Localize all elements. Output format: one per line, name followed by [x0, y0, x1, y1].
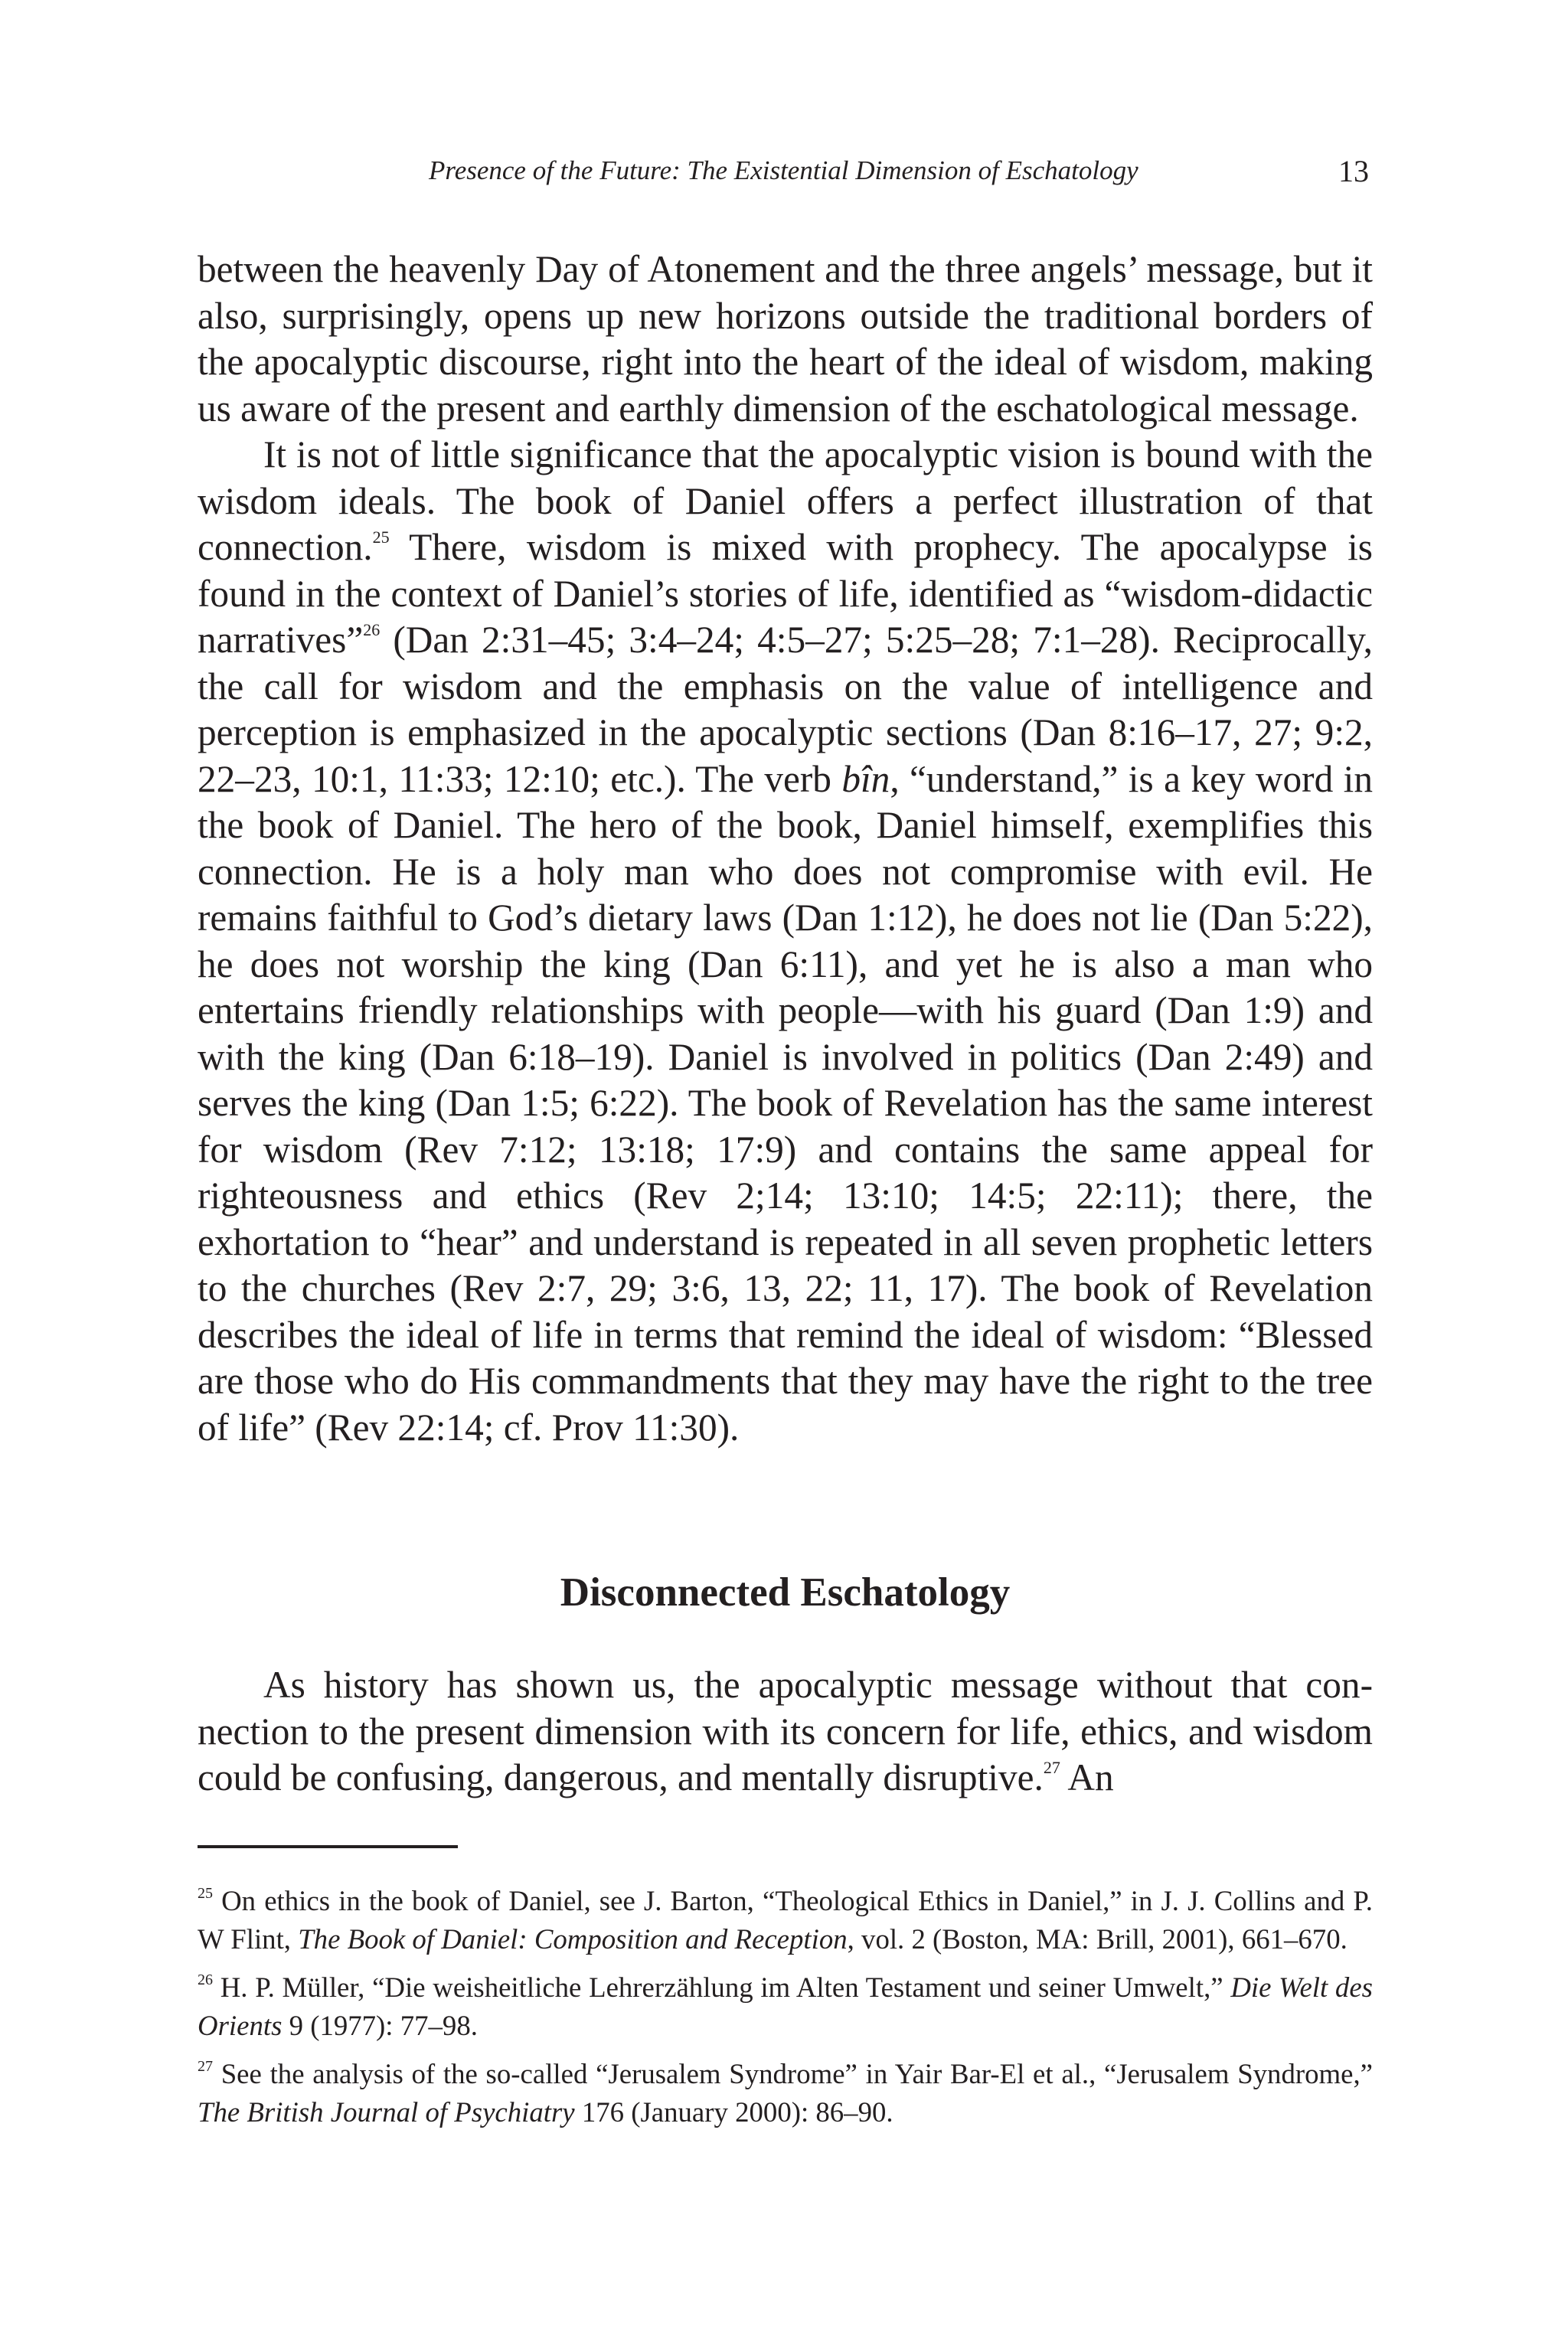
page-number: 13 — [1338, 154, 1369, 188]
section-text — [198, 1662, 1373, 1802]
footnote-25 — [198, 1882, 1373, 1958]
footnote-text: On ethics in the book of Daniel, see J. Barton, “Theological Ethics in Daniel,” in J. J. Collins and P. W Flint, — [198, 1885, 1373, 1955]
running-head-title: Presence of the Future: The Existential Dimension of Eschatology — [429, 155, 1138, 185]
paragraph-wisdom — [198, 432, 1373, 1451]
section-heading: Disconnected Eschatology — [560, 1570, 1011, 1615]
footnote-ref-26[interactable]: 26 — [363, 620, 381, 639]
footnote-text: 9 (1977): 77–98. — [282, 2009, 478, 2041]
footnote-number: 27 — [198, 2058, 213, 2075]
paragraph-disconnected — [198, 1662, 1373, 1802]
footnote-number: 25 — [198, 1885, 213, 1902]
footnote-text: , vol. 2 (Boston, MA: Brill, 2001), 661–670. — [847, 1922, 1348, 1955]
footnote-text: H. P. Müller, “Die weisheitliche Lehrerzählung im Alten Testament und seiner Umwelt,” — [213, 1971, 1231, 2003]
footnote-book-title: The Book of Daniel: Composition and Reception — [298, 1922, 848, 1955]
footnote-26 — [198, 1968, 1373, 2044]
footnotes — [198, 1882, 1373, 2141]
paragraph-segment: There, wisdom is mixed with prophecy. The apocalypse is found in the context of Daniel’s stories of life, identified as “wisdom-didactic narratives” — [198, 526, 1373, 661]
footnote-ref-25[interactable]: 25 — [372, 528, 390, 547]
footnote-journal-title: Die Welt des Orients — [198, 1971, 1373, 2041]
footnote-text: See the analysis of the so-called “Jerusalem Syndrome” in Yair Bar-El et al., “Jerusalem Syndrome,” — [213, 2058, 1373, 2089]
main-text — [198, 247, 1373, 1451]
footnote-27 — [198, 2055, 1373, 2131]
paragraph-segment: As history has shown us, the apocalyptic message without that connection to the present dimension with its concern for life, ethics, and wisdom could be confusing, dangerous, and mentally disruptive. — [198, 1664, 1373, 1798]
footnote-separator-rule — [198, 1845, 458, 1848]
footnote-journal-title: The British Journal of Psychiatry — [198, 2096, 575, 2128]
paragraph-continuation: between the heavenly Day of Atonement and the three angels’ message, but it also, surprisingly, opens up new horizons outside the traditional borders of the apocalyptic discourse, right into the heart of the ideal of wisdom, making us aware of the present and earthly dimension of the eschatological message. — [198, 248, 1373, 430]
paragraph-segment: An — [1060, 1756, 1114, 1798]
paragraph-segment: (Dan 2:31–45; 3:4–24; 4:5–27; 5:25–28; 7:1–28). Reciprocally, the call for wisdom and the emphasis on the value of intelligence and perception is emphasized in the apocalyptic sections (Dan 8:16–17, 27; 9:2, 22–23, 10:1, 11:33; 12:10; etc.). The verb — [198, 619, 1373, 800]
footnote-ref-27[interactable]: 27 — [1043, 1758, 1060, 1777]
paragraph-segment: It is not of little significance that the apocalyptic vision is bound with the wisdom ideals. The book of Daniel offers a perfect illustration of that connection. — [198, 433, 1373, 568]
footnote-text: 176 (January 2000): 86–90. — [574, 2096, 893, 2128]
footnote-number: 26 — [198, 1971, 213, 1988]
hebrew-term: bîn — [841, 757, 890, 800]
paragraph-segment: , “understand,” is a key word in the book of Daniel. The hero of the book, Daniel himself, exemplifies this connection. He is a holy man who does not compromise with evil. He remains faithful to God’s dietary laws (Dan 1:12), he does not lie (Dan 5:22), he does not worship the king (Dan 6:11), and yet he is also a man who entertains friendly relationships with people—with his guard (Dan 1:9) and with the king (Dan 6:18–19). Daniel is involved in politics (Dan 2:49) and serves the king (Dan 1:5; 6:22). The book of Revelation has the same interest for wisdom (Rev 7:12; 13:18; 17:9) and contains the same appeal for righteousness and ethics (Rev 2;14; 13:10; 14:5; 22:11); there, the exhortation to “hear” and understand is repeated in all seven prophetic letters to the churches (Rev 2:7, 29; 3:6, 13, 22; 11, 17). The book of Revelation describes the ideal of life in terms that remind the ideal of wisdom: “Blessed are those who do His commandments that they may have the right to the tree of life” (Rev 22:14; cf. Prov 11:30). — [198, 757, 1373, 1449]
